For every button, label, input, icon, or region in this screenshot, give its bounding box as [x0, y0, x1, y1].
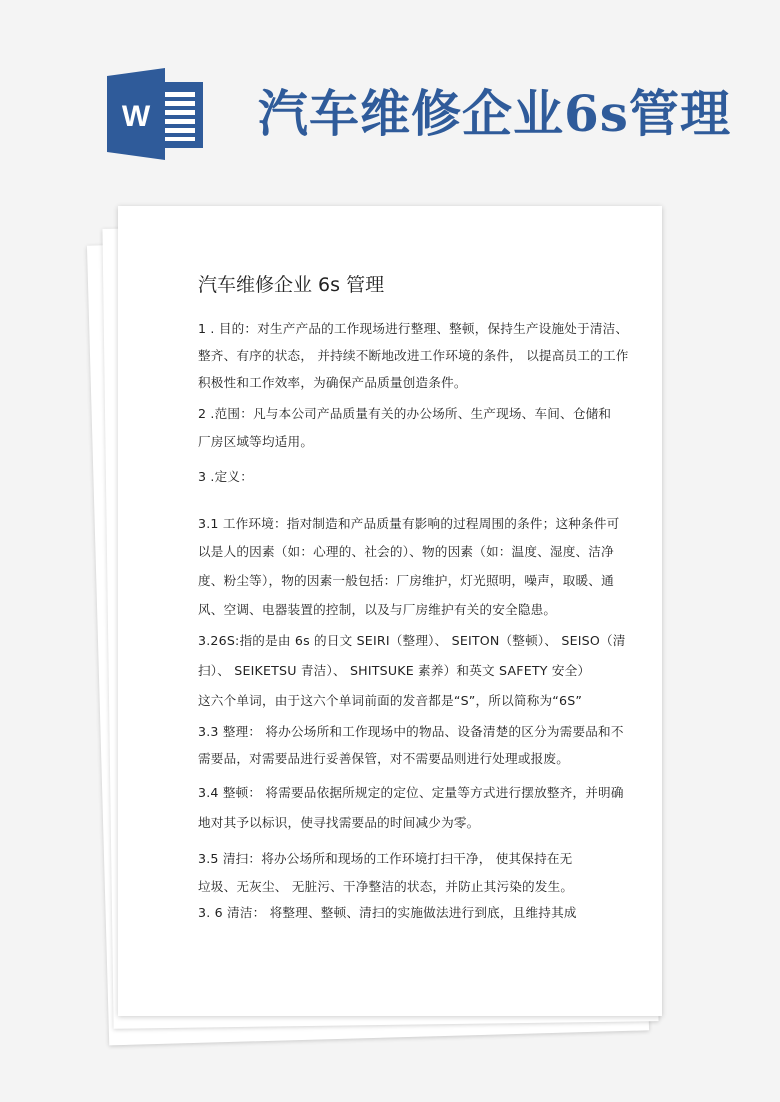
paragraph-line: 以是人的因素（如：心理的、社会的）、物的因素（如：温度、湿度、洁净 [198, 544, 614, 559]
document-page [118, 206, 662, 1016]
paragraph-line: 3.4 整顿： 将需要品依据所规定的定位、定量等方式进行摆放整齐，并明确 [198, 785, 624, 800]
word-logo [107, 68, 207, 160]
paragraph-line: 垃圾、无灰尘、 无脏污、干净整洁的状态，并防止其污染的发生。 [198, 879, 574, 894]
document-title: 汽车维修企业 6s 管理 [198, 274, 385, 296]
paragraph-line: 地对其予以标识，使寻找需要品的时间减少为零。 [198, 815, 480, 830]
svg-text:W: W [121, 100, 151, 133]
paragraph-line: 3.5 清扫：将办公场所和现场的工作环境打扫干净， 使其保持在无 [198, 851, 573, 866]
paragraph-line: 3.3 整理： 将办公场所和工作现场中的物品、设备清楚的区分为需要品和不 [198, 724, 624, 739]
paragraph-line: 3.26S:指的是由 6s 的日文 SEIRI（整理）、 SEITON（整顿）、 SEISO（清 [198, 633, 626, 648]
paragraph-line: 度、粉尘等），物的因素一般包括：厂房维护，灯光照明，噪声，取暖、通 [198, 573, 614, 588]
paragraph-line: 1 . 目的：对生产产品的工作现场进行整理、整顿，保持生产设施处于清洁、 [198, 321, 629, 336]
word-document-icon [107, 68, 207, 160]
paragraph-line: 3. 6 清洁： 将整理、整顿、清扫的实施做法进行到底，且维持其成 [198, 905, 577, 920]
paragraph-line: 需要品，对需要品进行妥善保管，对不需要品则进行处理或报废。 [198, 751, 570, 766]
paragraph-line: 3 .定义： [198, 469, 254, 484]
paragraph-line: 3.1 工作环境：指对制造和产品质量有影响的过程周围的条件；这种条件可 [198, 516, 620, 531]
banner-title: 汽车维修企业6s管理 [258, 84, 731, 143]
paragraph-line: 风、空调、电器装置的控制，以及与厂房维护有关的安全隐患。 [198, 602, 557, 617]
paragraph-line: 厂房区域等均适用。 [198, 434, 314, 449]
paragraph-line: 扫）、 SEIKETSU 青洁）、 SHITSUKE 素养）和英文 SAFETY 安全） [198, 663, 591, 678]
paragraph-line: 2 .范围：凡与本公司产品质量有关的办公场所、生产现场、车间、仓储和 [198, 406, 612, 421]
paragraph-line: 这六个单词，由于这六个单词前面的发音都是“S”，所以简称为“6S” [198, 693, 583, 708]
paragraph-line: 积极性和工作效率，为确保产品质量创造条件。 [198, 375, 467, 390]
paragraph-line: 整齐、有序的状态， 并持续不断地改进工作环境的条件， 以提高员工的工作 [198, 348, 629, 363]
